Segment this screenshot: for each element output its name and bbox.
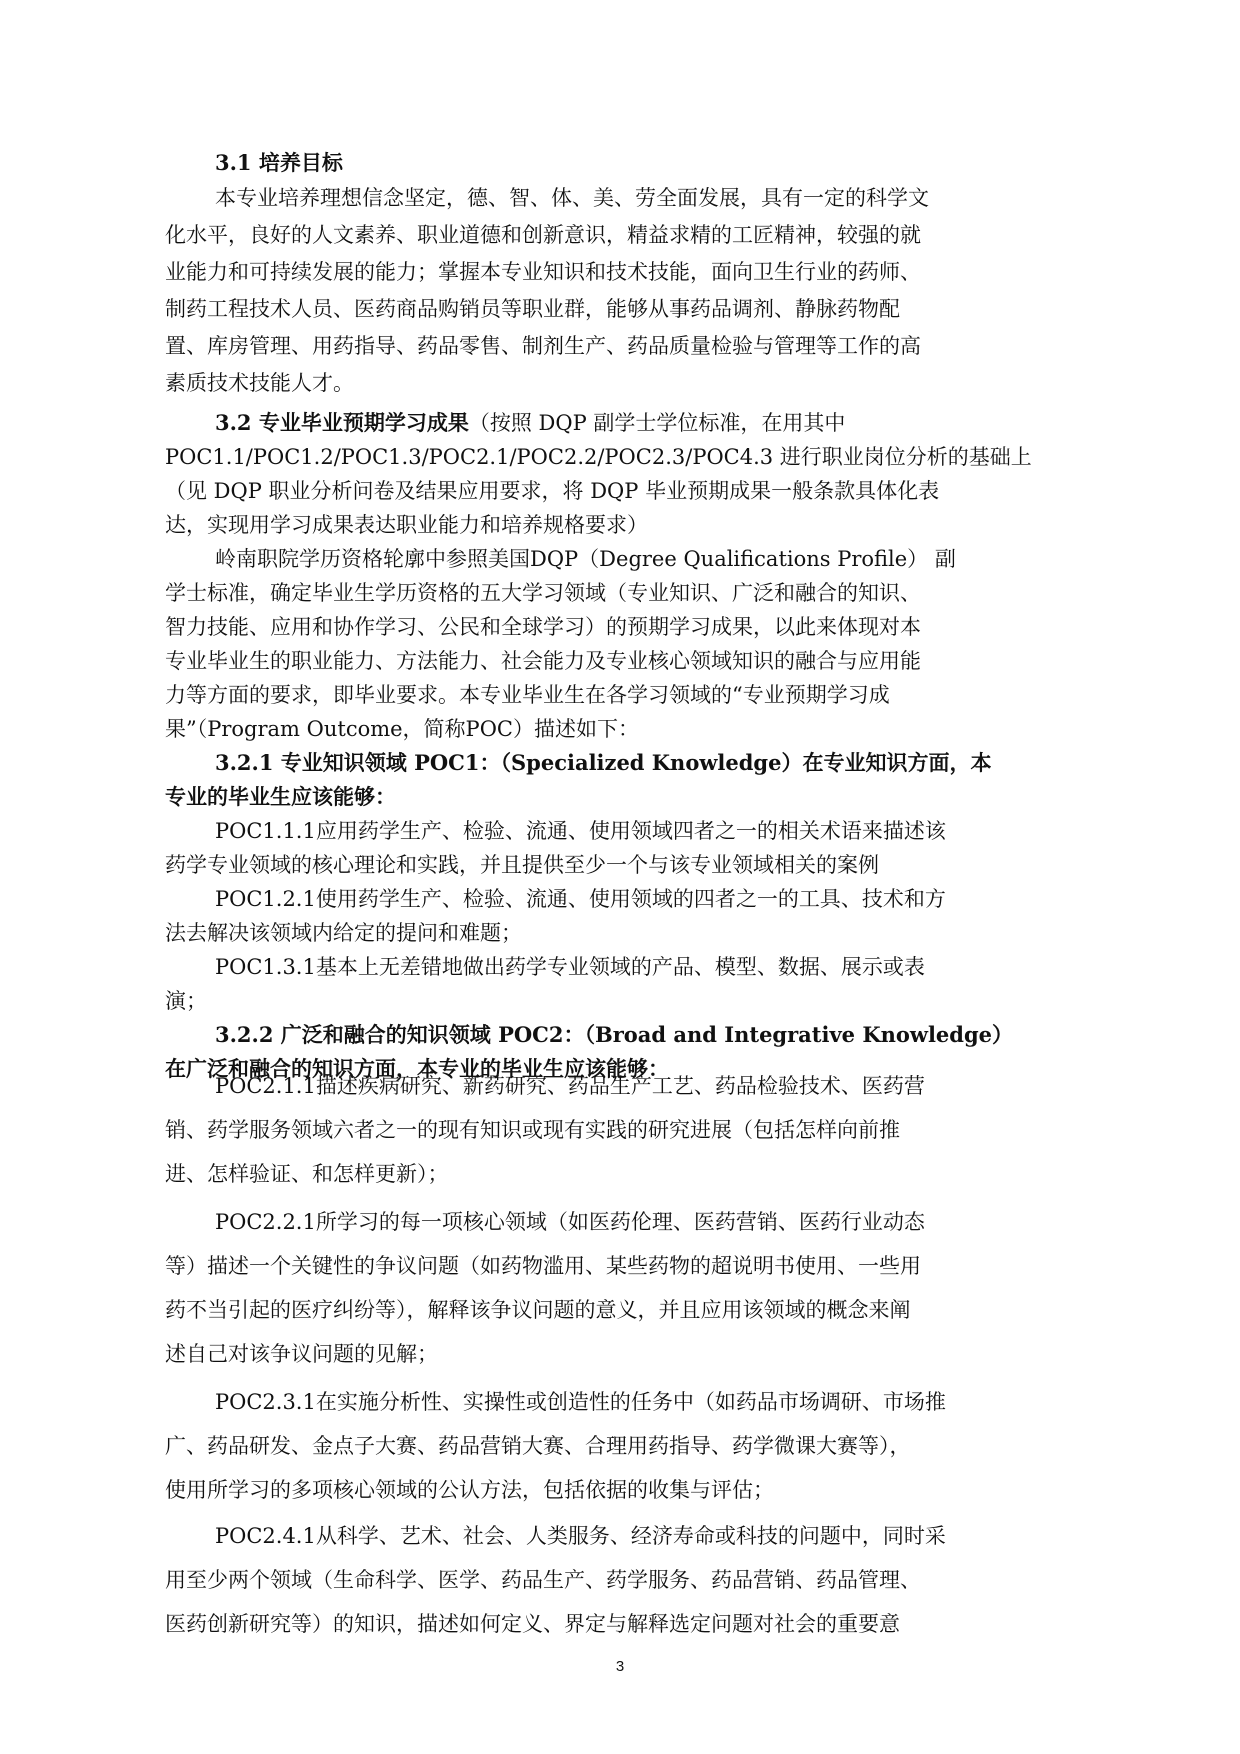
heading-line: 3.1 培养目标 (215, 150, 343, 175)
text-line: （见 DQP 职业分析问卷及结果应用要求，将 DQP 毕业预期成果一般条款具体化表 (165, 479, 940, 503)
text-line: 岭南职院学历资格轮廓中参照美国DQP（Degree Qualifications Profile） 副 (215, 547, 956, 571)
section-3-2-heading-note: （按照 DQP 副学士学位标准，在用其中 (468, 411, 846, 435)
text-line: 使用所学习的多项核心领域的公认方法，包括依据的收集与评估； (165, 1478, 774, 1502)
text-line: 制药工程技术人员、医药商品购销员等职业群，能够从事药品调剂、静脉药物配 (165, 297, 900, 321)
text-line: 果”（Program Outcome，简称POC）描述如下： (165, 717, 639, 741)
heading-line: 3.2.2 广泛和融合的知识领域 POC2：（Broad and Integrative Knowledge） (215, 1022, 1014, 1047)
text-line: 演； (165, 989, 207, 1013)
section-3-1-heading (165, 146, 1075, 180)
section-3-2-heading: 3.2 专业毕业预期学习成果 (215, 410, 469, 435)
text-line: 化水平，良好的人文素养、职业道德和创新意识，精益求精的工匠精神，较强的就 (165, 223, 921, 247)
text-line: 述自己对该争议问题的见解； (165, 1342, 438, 1366)
section-3-2 (165, 406, 1075, 746)
text-line: 销、药学服务领域六者之一的现有知识或现有实践的研究进展（包括怎样向前推 (165, 1118, 900, 1142)
section-3-1-body (165, 180, 1075, 402)
text-line: 等）描述一个关键性的争议问题（如药物滥用、某些药物的超说明书使用、一些用 (165, 1254, 921, 1278)
text-line: 素质技术技能人才。 (165, 371, 354, 395)
text-line: 医药创新研究等）的知识，描述如何定义、界定与解释选定问题对社会的重要意 (165, 1612, 900, 1636)
section-3-2-1 (165, 746, 1075, 1018)
section-3-2-2-para-4 (165, 1514, 1075, 1646)
section-3-2-heading-line (165, 406, 1075, 440)
text-line: POC2.3.1在实施分析性、实操性或创造性的任务中（如药品市场调研、市场推 (215, 1390, 946, 1414)
text-line: 达，实现用学习成果表达职业能力和培养规格要求） (165, 513, 648, 537)
text-line: 药学专业领域的核心理论和实践，并且提供至少一个与该专业领域相关的案例 (165, 853, 879, 877)
section-3-2-2-para-3 (165, 1380, 1075, 1512)
section-3-2-1-heading: 专业的毕业生应该能够： (165, 784, 396, 809)
text-line: POC1.3.1基本上无差错地做出药学专业领域的产品、模型、数据、展示或表 (215, 955, 925, 979)
text-line: 广、药品研发、金点子大赛、药品营销大赛、合理用药指导、药学微课大赛等）， (165, 1434, 911, 1458)
text-line: 业能力和可持续发展的能力；掌握本专业知识和技术技能，面向卫生行业的药师、 (165, 260, 921, 284)
text-line: 本专业培养理想信念坚定，德、智、体、美、劳全面发展，具有一定的科学文 (215, 186, 929, 210)
text-line: 智力技能、应用和协作学习、公民和全球学习）的预期学习成果，以此来体现对本 (165, 615, 921, 639)
page-number: 3 (615, 1658, 625, 1675)
text-line: POC1.2.1使用药学生产、检验、流通、使用领域的四者之一的工具、技术和方 (215, 887, 946, 911)
heading-line: 在广泛和融合的知识方面，本专业的毕业生应该能够： (165, 1056, 669, 1081)
text-line: 置、库房管理、用药指导、药品零售、制剂生产、药品质量检验与管理等工作的高 (165, 334, 921, 358)
text-line: 专业毕业生的职业能力、方法能力、社会能力及专业核心领域知识的融合与应用能 (165, 649, 921, 673)
text-line: 用至少两个领域（生命科学、医学、药品生产、药学服务、药品营销、药品管理、 (165, 1568, 921, 1592)
section-3-2-1-heading: 3.2.1 专业知识领域 POC1：（Specialized Knowledge）在专业知识方面，本 (215, 750, 992, 775)
text-line: POC2.2.1所学习的每一项核心领域（如医药伦理、医药营销、医药行业动态 (215, 1210, 925, 1234)
text-line: POC2.1.1描述疾病研究、新药研究、药品生产工艺、药品检验技术、医药营 (215, 1074, 925, 1098)
section-3-2-2-para-1 (165, 1064, 1075, 1196)
text-line: POC1.1/POC1.2/POC1.3/POC2.1/POC2.2/POC2.3/POC4.3 进行职业岗位分析的基础上 (165, 445, 1032, 469)
section-3-2-2-para-2 (165, 1200, 1075, 1376)
text-line: 进、怎样验证、和怎样更新）； (165, 1162, 449, 1186)
text-line: POC1.1.1应用药学生产、检验、流通、使用领域四者之一的相关术语来描述该 (215, 819, 946, 843)
text-line: 药不当引起的医疗纠纷等），解释该争议问题的意义，并且应用该领域的概念来阐 (165, 1298, 911, 1322)
text-line: POC2.4.1从科学、艺术、社会、人类服务、经济寿命或科技的问题中，同时采 (215, 1524, 946, 1548)
text-line: 学士标准，确定毕业生学历资格的五大学习领域（专业知识、广泛和融合的知识、 (165, 581, 921, 605)
text-line: 力等方面的要求，即毕业要求。本专业毕业生在各学习领域的“专业预期学习成 (165, 683, 890, 707)
text-line: 法去解决该领域内给定的提问和难题； (165, 921, 522, 945)
